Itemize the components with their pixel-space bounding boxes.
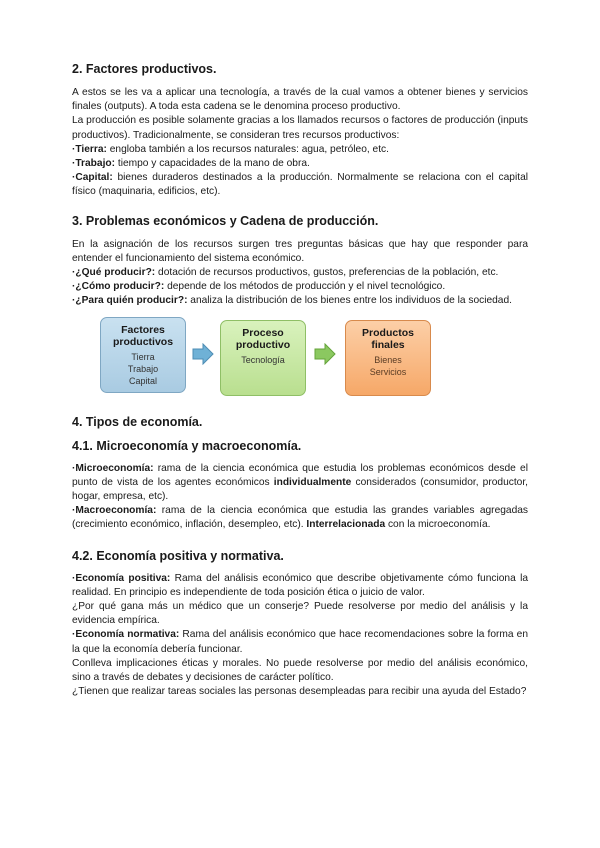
economia-positiva-definition: ·Economía positiva: Rama del análisis económico que describe objetivamente cómo funciona la realidad. En principio es independiente de toda posición ética o juicio de valor. (72, 572, 529, 598)
box-proceso-productivo: Proceso productivo Tecnología (220, 320, 306, 396)
arrow-right-icon (314, 343, 336, 365)
economia-normativa-example: ¿Tienen que realizar tareas sociales las personas desempleadas para recibir una ayuda del Estado? (72, 686, 527, 698)
economia-positiva-example: ¿Por qué gana más un médico que un conserje? Puede resolverse por medio del análisis y la evidencia empírica. (72, 601, 528, 627)
factor-trabajo: ·Trabajo: tiempo y capacidades de la mano de obra. (72, 158, 310, 170)
section-4-1-title: 4.1. Microeconomía y macroeconomía. (72, 438, 302, 453)
box-productos-finales: Productos finales Bienes Servicios (345, 320, 431, 396)
production-chain-diagram (100, 317, 500, 415)
question-que-producir: ·¿Qué producir?: dotación de recursos productivos, gustos, preferencias de la población, etc. (72, 267, 499, 279)
section-3-paragraph-1: En la asignación de los recursos surgen tres preguntas básicas que hay que responder para entender el funcionamiento del sistema económico. (72, 238, 528, 264)
economia-normativa-paragraph: Conlleva implicaciones éticas y morales. No puede resolverse por medio del análisis económico, sino a través de debates y decisiones de carácter político. (72, 657, 528, 684)
section-2-paragraph-2: La producción es posible solamente gracias a los llamados recursos o factores de producción (inputs productivos). Tradicionalmente, se consideran tres recursos productivos: (72, 115, 528, 141)
economia-normativa-definition: ·Economía normativa: Rama del análisis económico que hace recomendaciones sobre la forma en la que la economía debería funcionar. (72, 629, 528, 655)
section-4-title: 4. Tipos de economía. (72, 414, 203, 429)
section-2-title: 2. Factores productivos. (72, 62, 217, 76)
microeconomia-definition: ·Microeconomía: rama de la ciencia económica que estudia los problemas económicos desde el punto de vista de los agentes económicos individualmente considerados (consumidor, productor, hogar, empresa, etc). (72, 462, 528, 503)
section-4-2-title: 4.2. Economía positiva y normativa. (72, 548, 284, 563)
question-para-quien-producir: ·¿Para quién producir?: analiza la distribución de los bienes entre los individuos de la sociedad. (72, 295, 512, 307)
section-2-paragraph-1: A estos se les va a aplicar una tecnología, a través de la cual vamos a obtener bienes y servicios finales (outputs). A toda esta cadena se le denomina proceso productivo. (72, 87, 528, 113)
document-page (72, 62, 528, 699)
factor-tierra: ·Tierra: engloba también a los recursos naturales: agua, petróleo, etc. (72, 143, 389, 155)
macroeconomia-definition: ·Macroeconomía: rama de la ciencia económica que estudia las grandes variables agregadas (crecimiento económico, inflación, desempleo, etc). Interrelacionada con la microeconomía. (72, 505, 528, 531)
arrow-right-icon (192, 343, 214, 365)
section-3-title: 3. Problemas económicos y Cadena de producción. (72, 213, 379, 228)
factor-capital: ·Capital: bienes duraderos destinados a la producción. Normalmente se relaciona con el capital físico (maquinaria, edificios, etc). (72, 172, 528, 198)
question-como-producir: ·¿Cómo producir?: depende de los métodos de producción y el nivel tecnológico. (72, 281, 446, 293)
box-factores-productivos: Factores productivos Tierra Trabajo Capital (100, 317, 186, 393)
